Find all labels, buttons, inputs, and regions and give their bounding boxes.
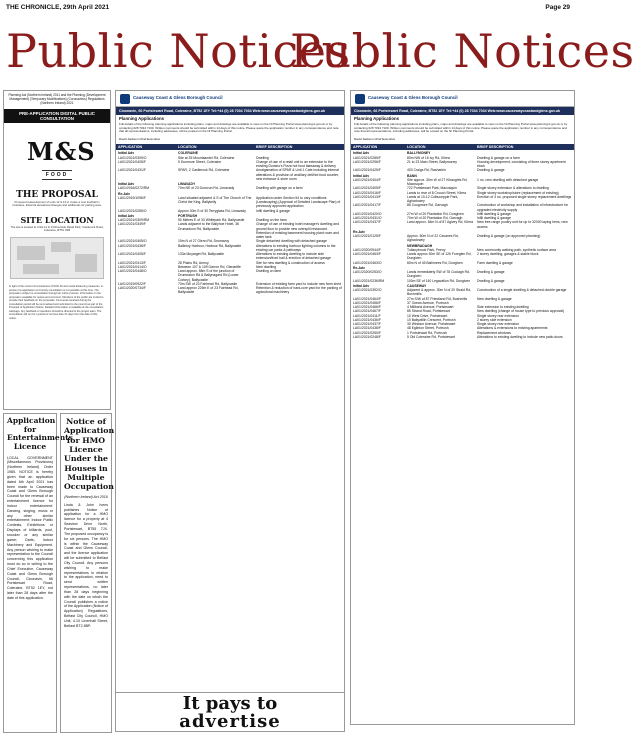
application-cell: LA01/2021/0413/F: [118, 260, 146, 265]
application-cell: LA01/2021/0405/F: [118, 252, 146, 257]
description-cell: Farm dwelling & garage: [477, 260, 513, 265]
ms-band: PRE-APPLICATION DIGITAL PUBLIC CONSULTATION: [4, 109, 110, 123]
application-cell: Initial Adv: [118, 151, 135, 156]
description-cell: New dwelling & garage: [477, 296, 512, 301]
location-cell: Land approx. 58m S of the junction of Drumnaton Rd & Ballynagard Rd (Lower Corkey), Ballycastle: [178, 269, 239, 282]
hmo-title: Notice of Application for HMO Licence Under the Houses in Multiple Occupation: [64, 417, 115, 492]
location-cell: Approx 30m S of 30 Terryglass Rd, Limavady: [178, 208, 246, 213]
location-cell: 27m W of 20 Plantation Rd, Dungiven: [407, 211, 464, 216]
location-cell: 403 Craigs Rd, Rasharkin: [407, 168, 446, 173]
location-cell: 30 Windsor Avenue, Portstewart: [407, 322, 456, 327]
col-location: LOCATION: [407, 145, 426, 150]
section-banner: [0, 18, 635, 88]
location-cell: Lands approx 30m SE of 126 Foreglen Rd, Dungiven: [407, 252, 472, 261]
description-cell: Single storey rear extension: [477, 322, 520, 327]
description-cell: 1 no. new dwelling with detached garage: [477, 177, 539, 182]
application-cell: Initial Adv: [353, 151, 370, 156]
description-cell: Extension of existing farm yard to include new farm shed: [256, 281, 341, 286]
ms-food: FOOD: [45, 171, 69, 178]
table-row: [351, 160, 574, 169]
location-cell: 133a Moyarget Rd, Ballycastle: [178, 252, 224, 257]
location-cell: 10 Ballywillin Crescent, Portrush: [407, 317, 456, 322]
location-cell: Lands adjacent to the Ballyhoe Hotel, 36 Drumadoon Rd, Ballycastle: [178, 222, 239, 231]
application-cell: LA01/2021/0431/O: [353, 216, 382, 221]
licence-body: LOCAL GOVERNMENT (Miscellaneous Provisions) (Northern Ireland) Order 1985. NOTICE is hereby given that an application dated 6th April 2021 has been made to Causeway Coast and Glens Borough Council for the renewal of an entertainment licence for indoor entertainment: Dancing, singing, music or any other similar entertainment; Indoor Public Contests, Exhibitions or Displays of billiards, pool, snooker or any similar game; Darts; Indoor Machinery and Equipment. Any person wishing to make representation to the Council concerning this application must do so in writing to the Chief Executive, Causeway Coast and Glens Borough Council, Cloonavin, 66 Portstewart Road, Coleraine, BT52 1EY, not later than 28 days after the date of this application.: [7, 455, 53, 600]
location-cell: 100m SE of 140 Legavallon Rd, Dungiven: [407, 278, 471, 283]
application-cell: Initial Adv: [118, 213, 135, 218]
description-cell: Erection of 3 no. proposed single storey replacement dwellings: [477, 194, 572, 199]
location-cell: COLERAINE: [178, 151, 198, 156]
location-cell: 27m S/W of 87 Priestland Rd, Bushmills: [407, 296, 468, 301]
description-cell: Dwelling & garage (on approved planning): [477, 234, 541, 239]
table-row: [351, 203, 574, 212]
site-map: [10, 237, 104, 279]
description-cell: 2 storey dwelling, garages & stable block: [477, 252, 539, 257]
licence-title: Application for Entertainments Licence: [7, 416, 73, 451]
location-cell: 37 Ocean Avenue, Portrush: [407, 300, 449, 305]
description-cell: Dwelling on farm: [256, 269, 282, 274]
col-description: BRIEF DESCRIPTION: [256, 145, 293, 150]
proposal-title: THE PROPOSAL: [16, 189, 98, 200]
application-cell: Initial Adv: [353, 283, 370, 288]
application-cell: LA01/2021/0467/F: [353, 309, 381, 314]
planning-intro: Full details of the following planning applications including plans, maps and drawings are available to view on the NI Planning Portal www.planningni.gov.uk or by contacting 028 7034 7100. Written comments should be submitted within 14 days of this notice. Please quote the application number in any correspondence and note that all representations, including addresses, will be posted on the NI Planning Portal.: [119, 121, 339, 134]
application-cell: LA01/2021/0248/F: [353, 334, 381, 339]
description-cell: Replacement windows: [477, 330, 511, 335]
council-mark-icon: [120, 94, 130, 104]
application-cell: LA01/2021/0448/O: [118, 269, 147, 274]
location-cell: Lands immediately SW of 78 Coolagh Rd, Dungiven: [407, 270, 470, 279]
location-cell: 50 Metres E of 33 Whitepark Rd, Ballycastle: [178, 218, 245, 223]
description-cell: Change of use of a retail unit to an extension to the existing Domino's Pizza hot food takeaway & delivery: [256, 159, 336, 169]
application-cell: LA01/2021/0464/F: [353, 296, 381, 301]
table-row: [116, 160, 344, 169]
location-cell: Adjacent & approx. 30m N of 20 Straid Rd, Bushmills: [407, 288, 472, 297]
application-cell: LA01/2021/0437/F: [353, 220, 381, 225]
table-row: [351, 195, 574, 204]
application-cell: LA01/2021/0437/F: [353, 322, 381, 327]
masthead: [0, 0, 580, 18]
location-cell: 722 Portstewart Park, Macosquin: [407, 186, 457, 191]
location-cell: 1 Portstewart Rd, Portrush: [407, 330, 447, 335]
table-row: [116, 286, 344, 295]
council-address: Cloonavin, 66 Portstewart Road, Coleraine, BT52 1EY Tel:+44 (0) 28 7034 7034 Web:www.causewaycoastandglens.gov.uk: [116, 107, 344, 115]
licence-notice: [3, 413, 73, 733]
table-row: [116, 186, 344, 190]
ms-logo: M&S: [27, 136, 96, 166]
table-row: [351, 178, 574, 187]
location-cell: 80m NW of 16 Ivy Rd, Kilrea: [407, 155, 450, 160]
ms-notice: [3, 90, 111, 410]
application-cell: LA01/2021/0416/F: [353, 190, 381, 195]
description-cell: New community walking path, synthetic surface area: [477, 247, 556, 252]
description-cell: New free range poultry unit for up to 32000 laying hens, new access: [477, 220, 568, 229]
application-cell: LA01/2021/0420/O: [353, 211, 382, 216]
location-cell: Lands to rear of 8 Crouch Street, Kilrea: [407, 190, 466, 195]
planning-right: [350, 90, 575, 725]
location-cell: Land situated adjacent & S of The Church of The Christ the King, Ballykelly: [178, 195, 252, 205]
table-row: [351, 252, 574, 261]
application-cell: LA01/2021/0438/F: [353, 326, 381, 331]
table-header: [351, 144, 574, 150]
description-cell: Construction of workshop and installation of infrastructure for upgraded electricity supply: [477, 203, 569, 212]
description-cell: Retention & reduction of hard-core yard for the parking of agricultural machinery: [256, 286, 342, 295]
application-cell: LA01/2021/0404/F: [353, 177, 381, 182]
description-cell: Construction of a single dwelling & detached double garage: [477, 288, 567, 293]
application-cell: LA01/2020/0944/F: [353, 247, 381, 252]
application-cell: LA01/2021/0392/O: [353, 288, 382, 293]
application-cell: LA01/2021/0456/F: [353, 300, 381, 305]
description-cell: Alterations to existing dwelling to include side extension/front hall & erection of detached garage: [256, 252, 331, 261]
description-cell: Side extension to existing dwelling: [477, 305, 529, 310]
description-cell: Dwelling & garage on a farm: [477, 155, 520, 160]
location-cell: Tullanybrook Park, Feeny: [407, 247, 446, 252]
description-cell: Amalgamation of SPAR & Unit 1 Cafe including internal alterations & provision of ancillary deli/hot food counter, new entrance & store room: [256, 168, 339, 181]
council-name: Causeway Coast & Glens Borough Council: [368, 95, 458, 101]
location-cell: 5 Old Coleraine Rd, Portstewart: [407, 334, 455, 339]
description-cell: Dwelling: [256, 155, 269, 160]
council-name: Causeway Coast & Glens Borough Council: [133, 95, 223, 101]
location-cell: CAUSEWAY: [407, 283, 427, 288]
application-cell: LA01/2021/0309/O: [118, 155, 147, 160]
description-cell: Infill dwelling & garage: [477, 211, 511, 216]
planning-intro: Full details of the following planning applications including plans, maps and drawings are available to view on the NI Planning Portal www.planningni.gov.uk or by contacting 028 7034 7100. Written comments should be submitted within 14 days of this notice. Please quote the application number in any correspondence and note that all representations, including addresses, will be posted on the NI Planning Portal.: [354, 121, 568, 134]
col-location: LOCATION: [178, 145, 197, 150]
application-cell: LA01/2021/0296/F: [353, 159, 381, 164]
council-mark-icon: [355, 94, 365, 104]
table-row: [116, 252, 344, 261]
application-cell: LA01/2021/0125/F: [353, 234, 381, 239]
application-cell: LA01/2021/0466/F: [353, 305, 381, 310]
table-header: [116, 144, 344, 150]
location-cell: SPAR, 2 Castlerock Rd, Coleraine: [178, 168, 230, 173]
col-application: APPLICATION: [353, 145, 378, 150]
location-cell: BANN: [407, 173, 417, 178]
application-cell: LA01/2021/0413/F: [353, 194, 381, 199]
col-description: BRIEF DESCRIPTION: [477, 145, 514, 150]
location-cell: Site at 35 Mountsandel Rd, Coleraine: [178, 155, 235, 160]
application-cell: LA01/2016/0272/RM: [118, 186, 150, 191]
planning-title: Planning Applications: [354, 115, 399, 121]
description-cell: Infill dwelling & garage: [256, 208, 290, 213]
location-cell: 15m N of 27 Glenn Rd, Drumavoy: [178, 239, 230, 244]
site-title: SITE LOCATION: [20, 214, 94, 225]
description-cell: Housing development, consisting of three storey apartment block: [477, 159, 566, 169]
location-cell: Land approx. 84m N of 87 Agivey Rd, Kilrea: [407, 220, 473, 225]
planning-title: Planning Applications: [119, 115, 164, 121]
application-cell: LA01/2021/0417/F: [353, 203, 381, 208]
advert-line-2: advertise: [179, 711, 281, 732]
hmo-notice: [60, 413, 115, 733]
location-cell: 85 Strand Road, Portstewart: [407, 309, 450, 314]
location-cell: Approx. 80m N of 22 Cavanes Rd, Aghadowey: [407, 234, 459, 243]
application-cell: LA01/2021/0349/F: [118, 222, 146, 227]
planning-left: [115, 90, 345, 725]
application-cell: Re-Adv: [353, 265, 365, 270]
application-cell: LA01/2021/0309/RM: [118, 218, 150, 223]
planning-signature: David Jackson Chief Executive: [119, 137, 161, 142]
table-row: [351, 279, 574, 283]
ms-header: Planning Act (Northern Ireland) 2011 and the Planning (Development Management) (Temporary Modifications) (Coronavirus) Regulations (Northern Ireland) 2021: [8, 93, 106, 105]
application-cell: LA01/2019/1096/F: [118, 195, 146, 200]
location-cell: NEWBRADAGH: [407, 243, 433, 248]
description-cell: Dwelling & garage: [477, 278, 505, 283]
table-row: [351, 234, 574, 243]
house-advert: [115, 692, 345, 732]
application-cell: LA01/2021/0285/F: [353, 155, 381, 160]
description-cell: Site for new dwelling & construction of access: [256, 260, 325, 265]
description-cell: Single storey workshop/store (replacement of existing): [477, 190, 559, 195]
location-cell: Ballinloy Harbour, Harbour Rd, Ballycastle: [178, 243, 242, 248]
description-cell: Dwelling on the farm: [256, 218, 287, 223]
description-cell: Single detached dwelling with detached garage: [256, 239, 327, 244]
description-cell: Dwelling & garage: [477, 168, 505, 173]
application-cell: LA01/2020/0253/O: [353, 270, 382, 275]
description-cell: Alterations to existing dwelling to include new patio doors: [477, 334, 563, 339]
location-cell: Lands at 10-12 Culbucepple Park, Aghadowey: [407, 194, 459, 204]
description-cell: Application under Section 54 to vary conditions (Landscaping) (Approval of Detailed Landscape Plan) of previously approved application: [256, 195, 341, 209]
table-body: [116, 151, 344, 294]
location-cell: Land approx 225m E of 23 Fairhead Rd, Ballycastle: [178, 286, 239, 295]
table-row: [351, 220, 574, 229]
application-cell: LA01/2021/0436/F: [353, 317, 381, 322]
description-cell: Single storey extension & alterations to dwelling: [477, 186, 549, 191]
table-row: [116, 222, 344, 239]
location-cell: PORTRUSH: [178, 213, 198, 218]
location-cell: Site approx. 30m W of 27 Kilraughts Rd, Macosquin: [407, 177, 468, 187]
application-cell: LA01/2021/0463/F: [353, 252, 381, 257]
application-cell: LA01/2021/0250/F: [353, 330, 381, 335]
advert-line-1: It pays to: [182, 693, 278, 714]
table-row: [116, 196, 344, 209]
location-cell: 10 West Drive, Portstewart: [407, 313, 448, 318]
ms-rule-bottom: [42, 179, 72, 180]
description-cell: New dwelling: [256, 264, 276, 269]
location-cell: 70m SW of 23 Fairhead Rd, Ballycastle: [178, 281, 238, 286]
location-cell: 80m N of 45 Ballinrees Rd, Dungiven: [407, 260, 463, 265]
council-logo: [116, 91, 344, 107]
application-cell: Initial Adv: [118, 182, 135, 187]
hmo-subtitle: (Northern Ireland) Act 2016: [64, 494, 108, 499]
description-cell: Single storey rear extension: [477, 313, 520, 318]
table-body: [351, 151, 574, 339]
location-cell: 86 Cougmore Rd, Garvagh: [407, 203, 448, 208]
location-cell: LIMAVADY: [178, 182, 196, 187]
application-cell: Initial Adv: [353, 173, 370, 178]
table-row: [351, 335, 574, 339]
table-row: [116, 244, 344, 253]
location-cell: 28 Plains Rd, Armoy: [178, 260, 209, 265]
site-text: The site is located at Units 12 & 13 Riverside Retail Park, Castlerock Road, Coleraine, BT51 3SB: [10, 224, 104, 232]
col-application: APPLICATION: [118, 145, 143, 150]
table-row: [116, 168, 344, 181]
ms-body: In light of the current circumstances COVID-19 and social distancing measures, in-person pre-application community consultation is not possible at this time. The proposal is subject to consultation through an online process. Information on the proposal is available for review and comment. Members of the public are invited to provide their feedback on the proposals. Comments received during the consultation period will be summarised and submitted to the council as part of the Proposal of Application Notice. Detailed information is available at the consultation webpage. Any feedback or questions should be directed to the project team. The consultation will run for a period of not less than 21 days from the date of this notice.: [9, 285, 104, 320]
application-cell: LA01/2021/0411/F: [353, 313, 381, 318]
application-cell: LA01/2019/0922/F: [118, 281, 146, 286]
description-cell: 2 storey side extension: [477, 317, 512, 322]
table-row: [351, 270, 574, 279]
description-cell: Dwelling with garage on a farm: [256, 186, 303, 191]
location-cell: BALLYMONEY: [407, 151, 431, 156]
location-cell: 70m NE of 23 Duncrun Rd, Limavady: [178, 186, 235, 191]
application-cell: LA01/2020/0734/F: [118, 286, 146, 291]
location-cell: 21 to 23 Main Street, Ballymoney: [407, 159, 457, 164]
application-cell: LA01/2021/0414/O: [118, 264, 147, 269]
location-cell: 70m W of 20 Plantation Rd, Garvagh: [407, 216, 463, 221]
location-cell: 4 Millbank Avenue, Portstewart: [407, 305, 454, 310]
description-cell: Alterations to existing harbour lighting columns to the existing car parks & pathways: [256, 243, 336, 252]
application-cell: LA01/2021/0431/F: [118, 168, 146, 173]
application-cell: LA01/2021/0285/O: [118, 208, 147, 213]
application-cell: LA01/2021/0236/RM: [353, 278, 385, 283]
masthead-date: THE CHRONICLE, 29th April 2021: [6, 4, 110, 11]
ms-rule: [42, 170, 72, 171]
application-cell: Re-Adv: [118, 191, 130, 196]
proposal-text: Proposed redevelopment of units 12 & 13 to create a new foodhall in Coleraine, External elevational changes and additional car parking area.: [12, 199, 102, 208]
table-row: [351, 288, 574, 297]
application-cell: LA01/2021/0425/F: [353, 168, 381, 173]
table-row: [116, 209, 344, 213]
banner-right: Public Notices: [290, 24, 635, 78]
application-cell: LA01/2021/0436/F: [118, 243, 146, 248]
council-address: Cloonavin, 66 Portstewart Road, Coleraine, BT52 1EY Tel:+44 (0) 28 7034 7034 Web:www.causewaycoastandglens.gov.uk: [351, 107, 574, 115]
application-cell: LA01/2021/0405/O: [118, 239, 147, 244]
location-cell: 5 Dunmore Street, Coleraine: [178, 159, 222, 164]
table-row: [351, 261, 574, 265]
location-cell: 48 Eglinton Street, Portrush: [407, 326, 449, 331]
description-cell: New dwelling (change of house type to previous approval): [477, 309, 565, 314]
page-number: Page 29: [545, 4, 570, 11]
table-row: [351, 168, 574, 172]
application-cell: LA01/2021/0463/O: [353, 260, 382, 265]
location-cell: Between 107 & 109 Garron Rd, Glenariffe: [178, 264, 241, 269]
description-cell: Alterations & extensions to existing apartments: [477, 326, 548, 331]
hmo-body: Linda & John Ivens publishes Notice of application for a HMO licence for a property at 4 Seaview Drive North, Portstewart, BT55 7JX. The proposed occupancy is for six persons. The HMO is within the Causeway Coast and Glens Council, and the licence application will be submitted to Belfast City Council. Any persons wishing to make representations in relation to the application, need to send written representations, no later than 28 days beginning with the date on which the Council publishes a notice of the Application (Notice of Application) Regulations, Belfast City Council, HMO Unit, 4-10 Linenhall Street, Belfast BT2 8BP.: [64, 502, 108, 628]
application-cell: LA01/2021/0405/F: [353, 186, 381, 191]
banner-left: Public Notices: [6, 24, 351, 78]
planning-signature: David Jackson Chief Executive: [354, 137, 396, 142]
application-cell: LA01/2021/0405/F: [118, 159, 146, 164]
description-cell: Dwelling & garage: [477, 270, 505, 275]
table-row: [116, 269, 344, 282]
description-cell: Change of use of existing hotel manager's dwelling and ground floor to provide new overspill restaurant. Retention of existing basement housing plant room and water tank: [256, 222, 340, 240]
application-cell: Re-Adv: [353, 229, 365, 234]
description-cell: Infill dwelling & garage: [477, 216, 511, 221]
council-logo: [351, 91, 574, 107]
